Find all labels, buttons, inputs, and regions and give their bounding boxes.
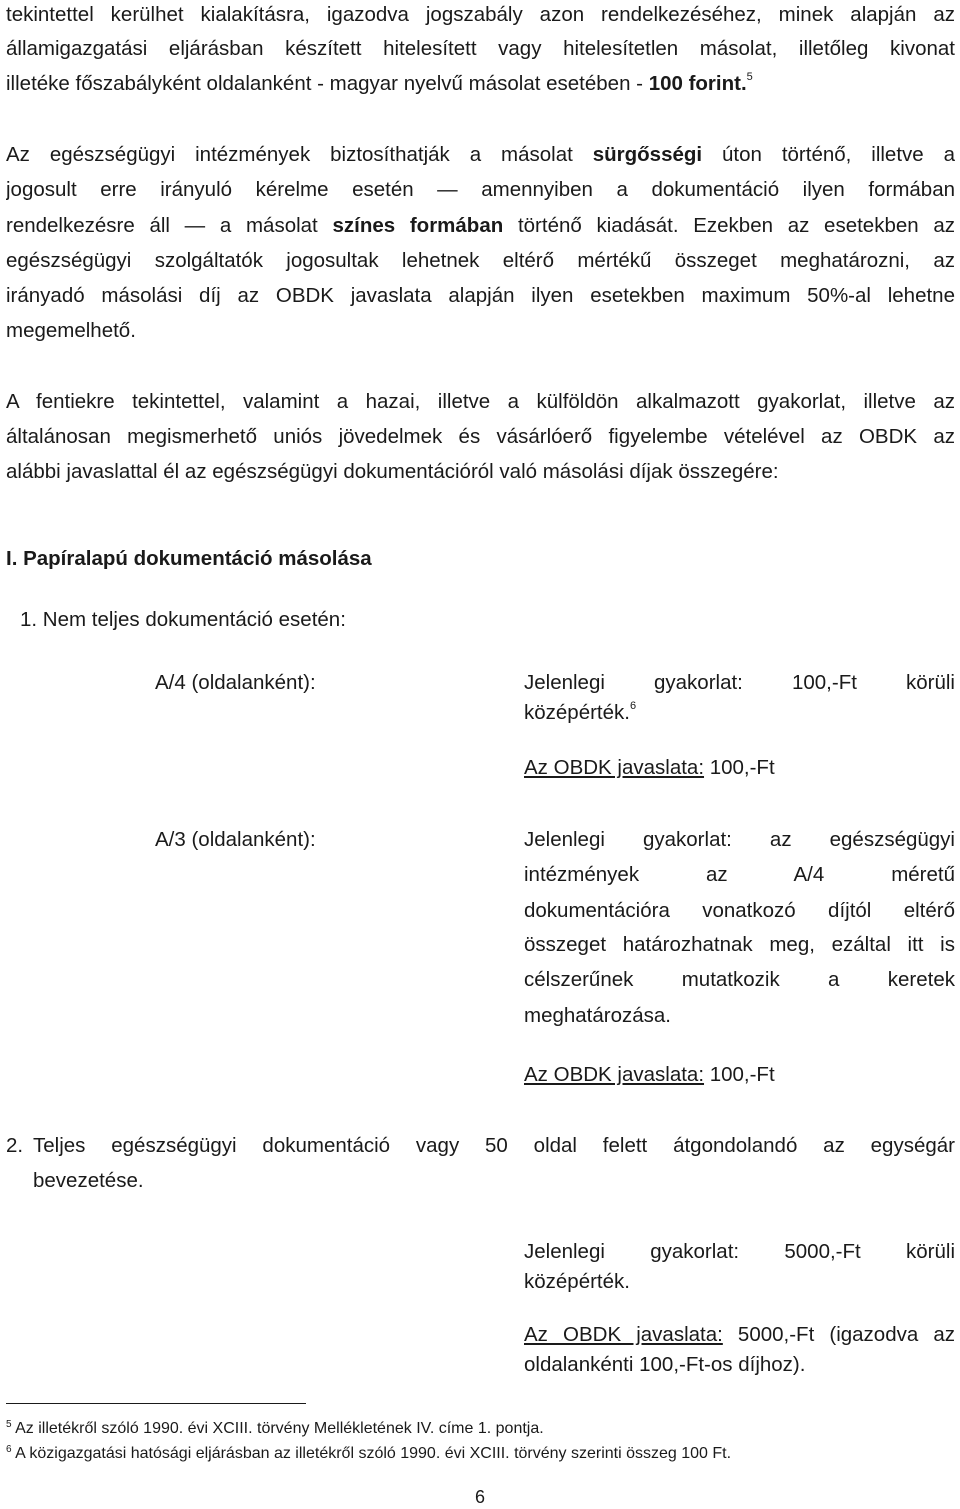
- intro-line-1: tekintettel kerülhet kialakításra, igazodva jogszabály azon rendelkezéséhez, minek alapján az: [6, 3, 955, 26]
- page-number: 6: [474, 1487, 485, 1507]
- footnote-5: $^5$ Az illetékről szóló 1990. évi XCIII. törvény Mellékletének IV. címe 1. pontja.: [6, 1419, 544, 1437]
- item1-title: 1. Nem teljes dokumentáció esetén:: [20, 608, 346, 631]
- a3-line-5: célszerűnek mutatkozik a keretek: [524, 968, 955, 991]
- a3-line-6: meghatározása.: [524, 1004, 672, 1027]
- footnote-ref-5: 5: [746, 71, 753, 83]
- para1-line-5: irányadó másolási díj az OBDK javaslata alapján ilyen esetekben maximum 50%-al lehetne: [6, 284, 955, 307]
- section-heading: I. Papíralapú dokumentáció másolása: [6, 547, 372, 570]
- a4-practice-line-2: középérték.$^6$: [524, 700, 637, 724]
- para1-line-4: egészségügyi szolgáltatók jogosultak lehetnek eltérő mértékű összeget meghatározni, az: [6, 249, 955, 272]
- item2-proposal-line-2: oldalankénti 100,-Ft-os díjhoz).: [524, 1353, 806, 1376]
- item2-number: 2.: [6, 1134, 24, 1157]
- a4-label: A/4 (oldalanként):: [155, 671, 316, 694]
- para1-line-2: jogosult erre irányuló kérelme esetén — amennyiben a dokumentáció ilyen formában: [6, 178, 955, 201]
- a3-line-3: dokumentációra vonatkozó díjtól eltérő: [524, 899, 955, 922]
- footnote-6: $^6$ A közigazgatási hatósági eljárásban az illetékről szóló 1990. évi XCIII. törvény szerinti összeg 100 Ft.: [6, 1444, 732, 1462]
- item2-line-1: Teljes egészségügyi dokumentáció vagy 50 oldal felett átgondolandó az egységár: [33, 1134, 955, 1157]
- a3-line-4: összeget határozhatnak meg, ezáltal itt is: [524, 933, 955, 956]
- item2-proposal-line-1: Az OBDK javaslata: 5000,-Ft (igazodva az: [524, 1323, 955, 1346]
- item2-practice-line-2: középérték.: [524, 1270, 630, 1293]
- para1-line-6: megemelhető.: [6, 319, 136, 342]
- intro-line-2: államigazgatási eljárásban készített hitelesített vagy hitelesítetlen másolat, illetőleg kivonat: [6, 37, 955, 60]
- para2-line-1: A fentiekre tekintettel, valamint a hazai, illetve a külföldön alkalmazott gyakorlat, illetve az: [6, 390, 955, 413]
- item2-practice-line-1: Jelenlegi gyakorlat: 5000,-Ft körüli: [524, 1240, 955, 1263]
- a4-practice-line-1: Jelenlegi gyakorlat: 100,-Ft körüli: [524, 671, 955, 694]
- item2-line-2: bevezetése.: [33, 1169, 144, 1192]
- a3-line-2: intézmények az A/4 méretű: [524, 863, 955, 886]
- footnote-separator: [6, 1403, 306, 1404]
- a3-label: A/3 (oldalanként):: [155, 828, 316, 851]
- para2-line-2: általánosan megismerhető uniós jövedelmek és vásárlóerő figyelembe vételével az OBDK az: [6, 425, 955, 448]
- para1-line-1: Az egészségügyi intézmények biztosíthatják a másolat sürgősségi úton történő, illetve a: [6, 143, 955, 166]
- para2-line-3: alábbi javaslattal él az egészségügyi dokumentációról való másolási díjak összegére:: [6, 460, 779, 483]
- a3-line-1: Jelenlegi gyakorlat: az egészségügyi: [524, 828, 955, 851]
- a3-proposal: Az OBDK javaslata: 100,-Ft: [524, 1063, 775, 1086]
- intro-line-3: illetéke főszabályként oldalanként - magyar nyelvű másolat esetében - 100 forint.$^5$: [6, 71, 753, 95]
- footnote-ref-6: 6: [629, 700, 637, 712]
- intro-amount: 100 forint.: [648, 72, 747, 95]
- a4-proposal: Az OBDK javaslata: 100,-Ft: [524, 756, 775, 779]
- para1-line-3: rendelkezésre áll — a másolat színes formában történő kiadását. Ezekben az esetekben az: [6, 214, 955, 237]
